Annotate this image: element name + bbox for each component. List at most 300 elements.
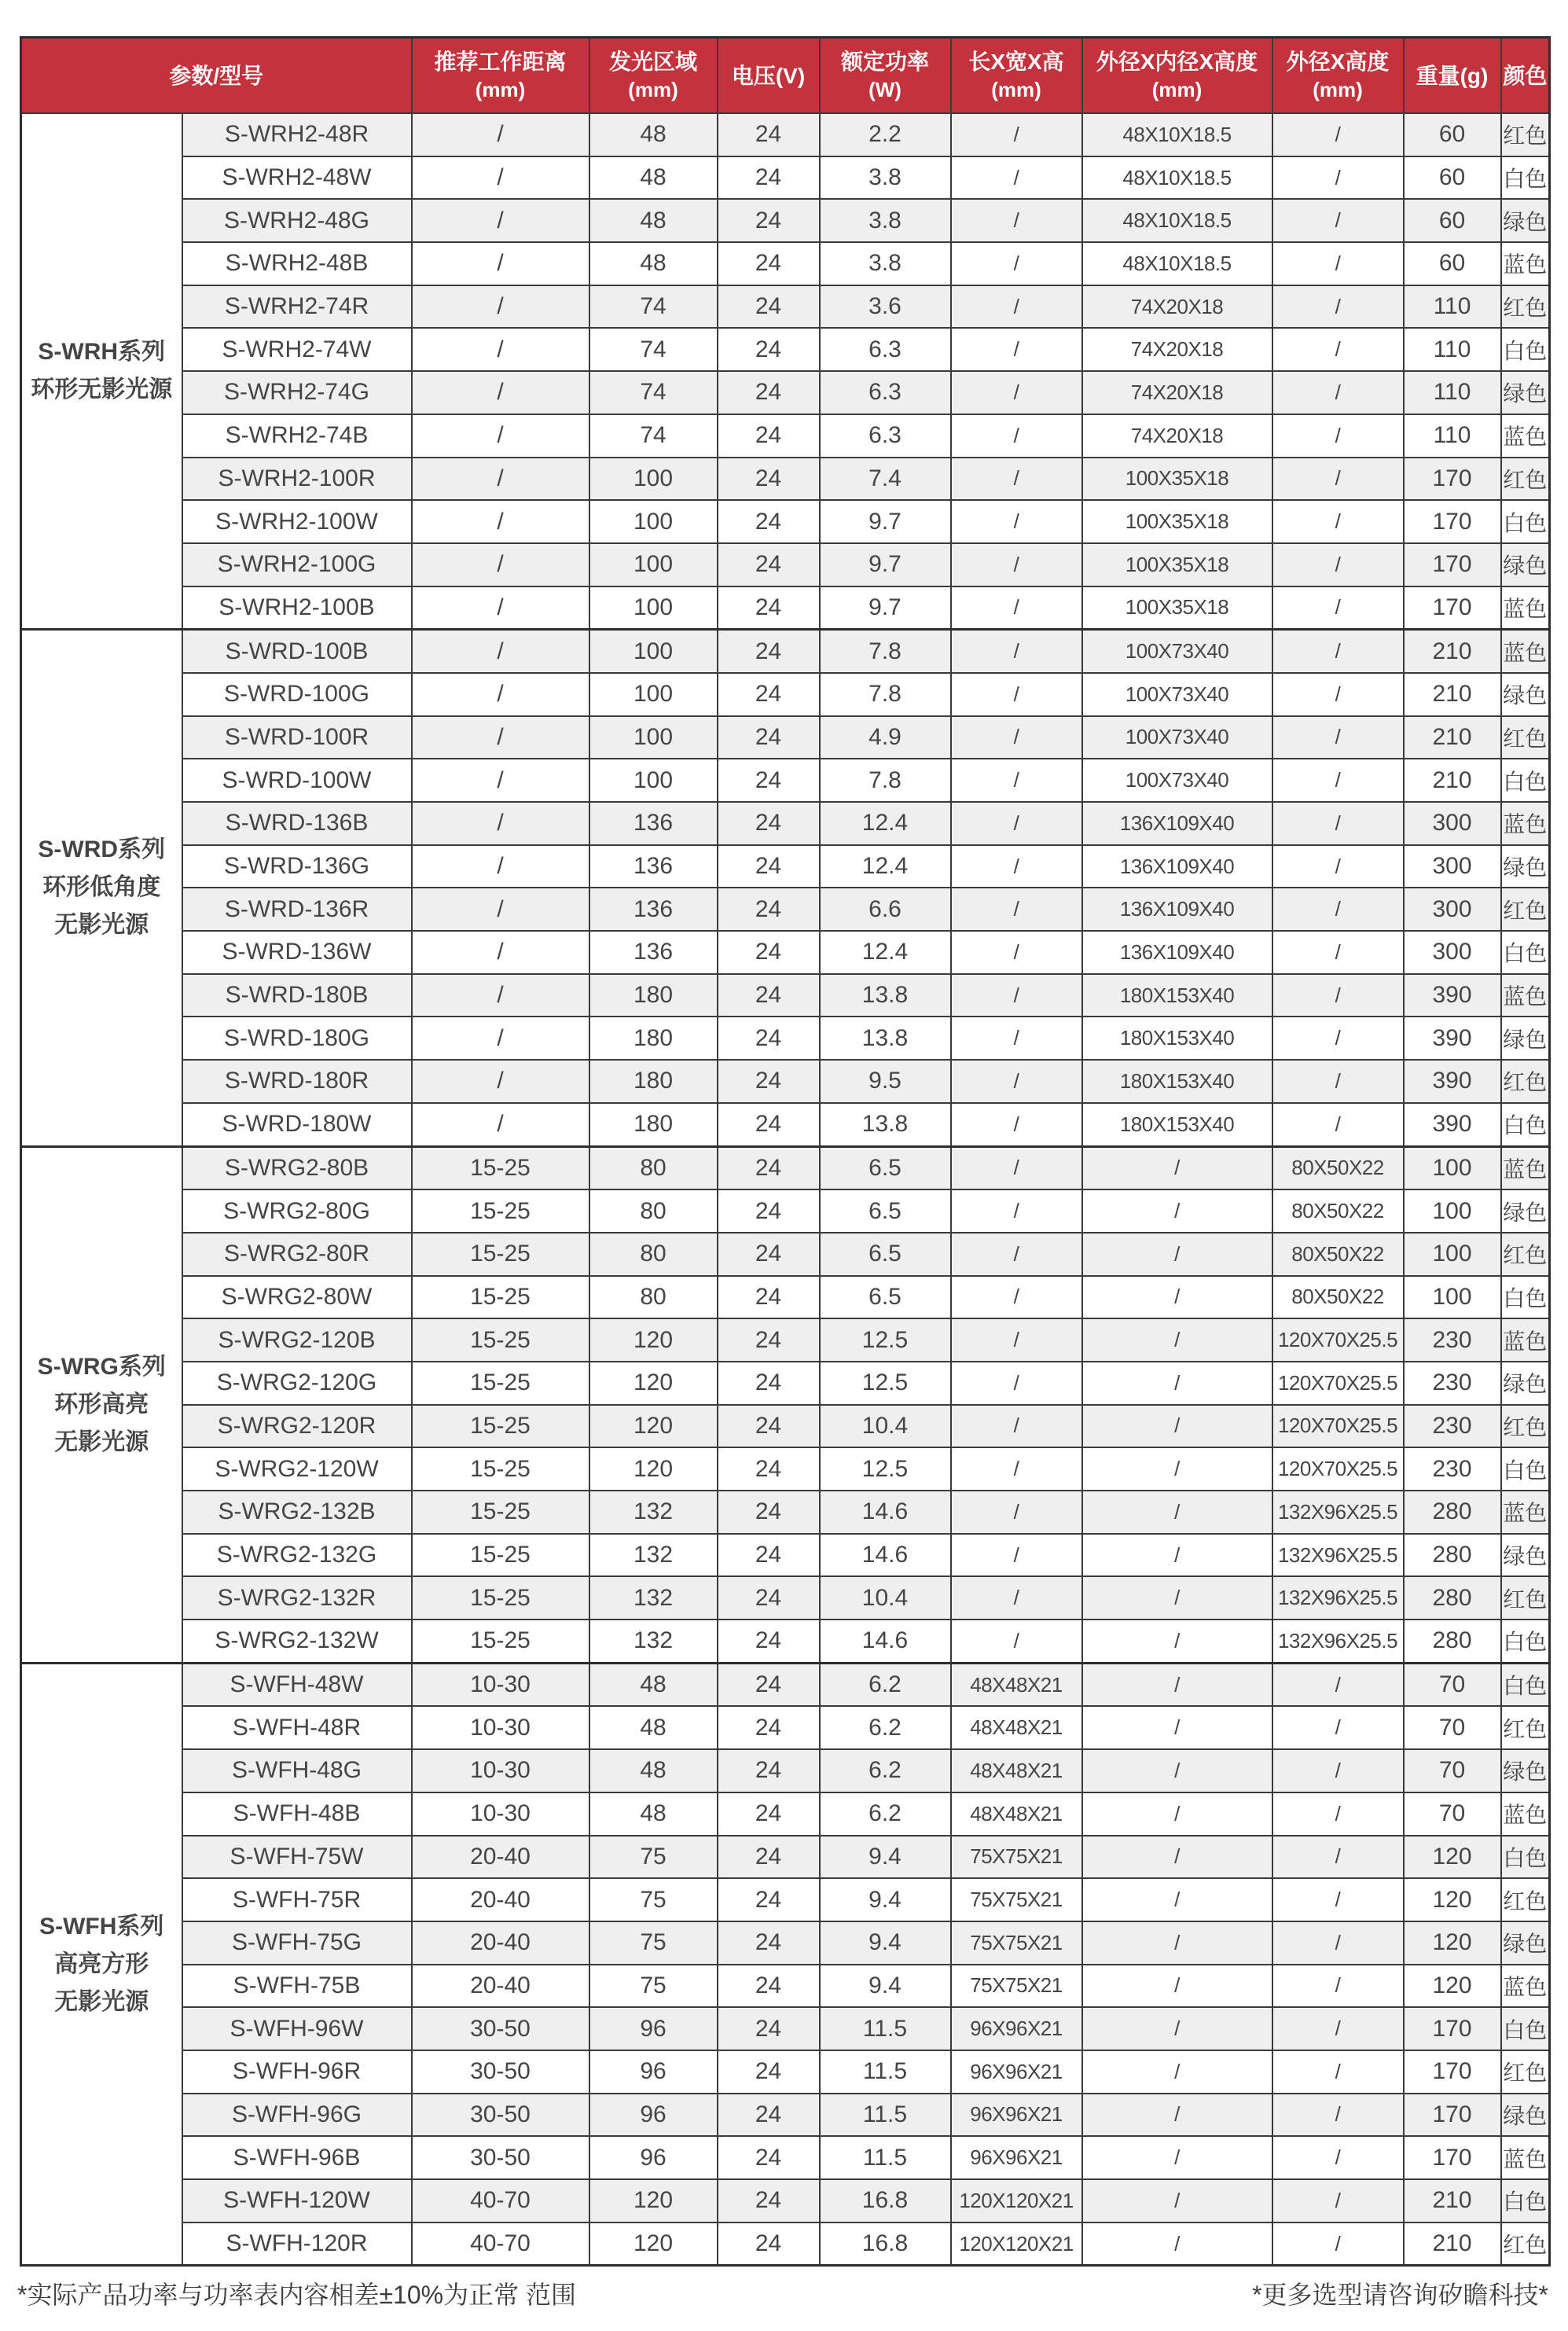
cell-model: S-WRD-100G: [182, 673, 412, 716]
cell-weight: 300: [1404, 845, 1501, 888]
cell-power: 9.7: [820, 500, 951, 543]
cell-voltage: 24: [718, 673, 820, 716]
cell-model: S-WFH-75R: [182, 1878, 412, 1921]
table-row: [21, 1276, 1550, 1319]
cell-area: 48: [589, 1706, 718, 1749]
cell-lwh: 48X48X21: [951, 1706, 1082, 1749]
table-row: [21, 802, 1550, 845]
cell-lwh: /: [951, 759, 1082, 802]
cell-area: 100: [589, 586, 718, 630]
cell-od-id-h: /: [1082, 1405, 1272, 1448]
cell-area: 48: [589, 1749, 718, 1792]
cell-color: 红色: [1501, 1233, 1550, 1276]
column-header-label: 重量(g): [1416, 63, 1489, 88]
cell-distance: 30-50: [412, 2050, 589, 2094]
cell-voltage: 24: [718, 1620, 820, 1663]
cell-od-h: /: [1272, 199, 1404, 242]
cell-color: 蓝色: [1501, 414, 1550, 458]
cell-od-id-h: 100X35X18: [1082, 543, 1272, 586]
cell-od-id-h: /: [1082, 1576, 1272, 1620]
cell-od-id-h: /: [1082, 1146, 1272, 1189]
cell-lwh: /: [951, 242, 1082, 285]
cell-weight: 110: [1404, 414, 1501, 458]
table-row: [21, 1706, 1550, 1749]
table-row: [21, 1447, 1550, 1491]
cell-weight: 60: [1404, 242, 1501, 285]
cell-lwh: 48X48X21: [951, 1792, 1082, 1836]
cell-distance: 10-30: [412, 1792, 589, 1836]
cell-distance: 15-25: [412, 1233, 589, 1276]
cell-weight: 280: [1404, 1491, 1501, 1534]
cell-voltage: 24: [718, 156, 820, 200]
cell-weight: 60: [1404, 113, 1501, 156]
cell-distance: /: [412, 673, 589, 716]
cell-area: 96: [589, 2050, 718, 2094]
cell-color: 绿色: [1501, 199, 1550, 242]
cell-distance: /: [412, 1103, 589, 1146]
table-row: [21, 845, 1550, 888]
cell-area: 100: [589, 500, 718, 543]
cell-weight: 120: [1404, 1836, 1501, 1879]
cell-voltage: 24: [718, 1146, 820, 1189]
cell-weight: 300: [1404, 888, 1501, 931]
cell-distance: /: [412, 371, 589, 414]
cell-weight: 170: [1404, 586, 1501, 630]
cell-od-id-h: 100X73X40: [1082, 630, 1272, 673]
table-row: [21, 328, 1550, 371]
cell-weight: 60: [1404, 156, 1501, 200]
cell-power: 13.8: [820, 1103, 951, 1146]
table-row: [21, 586, 1550, 630]
cell-voltage: 24: [718, 1878, 820, 1921]
cell-color: 蓝色: [1501, 1965, 1550, 2008]
cell-power: 11.5: [820, 2136, 951, 2179]
cell-model: S-WFH-96G: [182, 2094, 412, 2137]
cell-model: S-WRG2-132G: [182, 1534, 412, 1577]
cell-weight: 70: [1404, 1792, 1501, 1836]
cell-lwh: /: [951, 802, 1082, 845]
cell-color: 红色: [1501, 888, 1550, 931]
cell-area: 180: [589, 1017, 718, 1060]
cell-od-h: 80X50X22: [1272, 1276, 1404, 1319]
cell-voltage: 24: [718, 1189, 820, 1233]
table-row: [21, 1491, 1550, 1534]
cell-model: S-WFH-120W: [182, 2179, 412, 2223]
cell-power: 6.3: [820, 328, 951, 371]
cell-weight: 120: [1404, 1965, 1501, 2008]
cell-od-h: 80X50X22: [1272, 1146, 1404, 1189]
cell-area: 120: [589, 2179, 718, 2223]
cell-od-id-h: 136X109X40: [1082, 888, 1272, 931]
table-row: [21, 1405, 1550, 1448]
cell-weight: 120: [1404, 1921, 1501, 1965]
cell-color: 红色: [1501, 285, 1550, 329]
cell-power: 16.8: [820, 2223, 951, 2266]
cell-voltage: 24: [718, 242, 820, 285]
cell-od-h: /: [1272, 242, 1404, 285]
cell-lwh: 120X120X21: [951, 2179, 1082, 2223]
cell-color: 白色: [1501, 1836, 1550, 1879]
cell-weight: 100: [1404, 1233, 1501, 1276]
cell-area: 74: [589, 285, 718, 329]
cell-lwh: /: [951, 1576, 1082, 1620]
cell-lwh: /: [951, 1189, 1082, 1233]
cell-voltage: 24: [718, 630, 820, 673]
cell-distance: 20-40: [412, 1836, 589, 1879]
cell-lwh: /: [951, 113, 1082, 156]
series-label: S-WRD系列 环形低角度 无影光源: [21, 630, 182, 1146]
cell-color: 红色: [1501, 113, 1550, 156]
cell-od-h: /: [1272, 1965, 1404, 2008]
cell-color: 蓝色: [1501, 802, 1550, 845]
cell-model: S-WRD-136W: [182, 931, 412, 974]
cell-distance: /: [412, 759, 589, 802]
cell-area: 48: [589, 1792, 718, 1836]
cell-od-h: /: [1272, 156, 1404, 200]
cell-area: 120: [589, 1318, 718, 1362]
cell-od-h: 120X70X25.5: [1272, 1362, 1404, 1405]
cell-weight: 100: [1404, 1189, 1501, 1233]
table-row: [21, 716, 1550, 759]
cell-area: 120: [589, 1362, 718, 1405]
cell-od-h: /: [1272, 1836, 1404, 1879]
cell-power: 9.7: [820, 586, 951, 630]
cell-model: S-WFH-75B: [182, 1965, 412, 2008]
cell-voltage: 24: [718, 1663, 820, 1706]
cell-distance: 15-25: [412, 1146, 589, 1189]
cell-weight: 230: [1404, 1405, 1501, 1448]
cell-lwh: 75X75X21: [951, 1921, 1082, 1965]
cell-weight: 170: [1404, 2007, 1501, 2050]
cell-model: S-WRD-136B: [182, 802, 412, 845]
cell-lwh: 96X96X21: [951, 2050, 1082, 2094]
cell-color: 白色: [1501, 156, 1550, 200]
cell-lwh: /: [951, 199, 1082, 242]
column-header-voltage: [718, 38, 820, 114]
cell-color: 红色: [1501, 1706, 1550, 1749]
cell-od-id-h: /: [1082, 1836, 1272, 1879]
cell-color: 绿色: [1501, 1534, 1550, 1577]
table-row: [21, 2179, 1550, 2223]
cell-od-h: /: [1272, 285, 1404, 329]
cell-color: 白色: [1501, 500, 1550, 543]
cell-voltage: 24: [718, 1576, 820, 1620]
cell-weight: 280: [1404, 1620, 1501, 1663]
cell-color: 绿色: [1501, 1189, 1550, 1233]
cell-voltage: 24: [718, 1706, 820, 1749]
cell-od-h: /: [1272, 1792, 1404, 1836]
cell-weight: 100: [1404, 1146, 1501, 1189]
cell-power: 4.9: [820, 716, 951, 759]
cell-model: S-WRG2-120B: [182, 1318, 412, 1362]
cell-od-id-h: /: [1082, 1362, 1272, 1405]
cell-od-h: /: [1272, 2050, 1404, 2094]
cell-power: 3.8: [820, 156, 951, 200]
cell-voltage: 24: [718, 1965, 820, 2008]
cell-od-id-h: /: [1082, 1878, 1272, 1921]
spec-table: [20, 36, 1551, 2267]
cell-voltage: 24: [718, 113, 820, 156]
cell-voltage: 24: [718, 2007, 820, 2050]
cell-model: S-WRH2-100G: [182, 543, 412, 586]
table-row: [21, 2007, 1550, 2050]
cell-voltage: 24: [718, 2223, 820, 2266]
cell-model: S-WRH2-74G: [182, 371, 412, 414]
cell-weight: 70: [1404, 1706, 1501, 1749]
cell-distance: /: [412, 328, 589, 371]
table-row: [21, 156, 1550, 200]
cell-color: 绿色: [1501, 1362, 1550, 1405]
cell-model: S-WRD-100W: [182, 759, 412, 802]
cell-power: 12.5: [820, 1447, 951, 1491]
series-label: S-WFH系列 高亮方形 无影光源: [21, 1663, 182, 2266]
cell-lwh: 96X96X21: [951, 2094, 1082, 2137]
series-label: S-WRG系列 环形高亮 无影光源: [21, 1146, 182, 1663]
table-row: [21, 2094, 1550, 2137]
cell-voltage: 24: [718, 1405, 820, 1448]
cell-distance: 20-40: [412, 1921, 589, 1965]
cell-model: S-WRH2-74R: [182, 285, 412, 329]
table-row: [21, 1146, 1550, 1189]
cell-od-id-h: /: [1082, 1447, 1272, 1491]
cell-voltage: 24: [718, 974, 820, 1017]
cell-distance: 15-25: [412, 1447, 589, 1491]
cell-weight: 230: [1404, 1447, 1501, 1491]
cell-weight: 110: [1404, 371, 1501, 414]
cell-od-id-h: /: [1082, 2094, 1272, 2137]
cell-voltage: 24: [718, 1749, 820, 1792]
cell-area: 48: [589, 242, 718, 285]
cell-distance: /: [412, 543, 589, 586]
cell-od-h: /: [1272, 1878, 1404, 1921]
cell-od-id-h: /: [1082, 1792, 1272, 1836]
cell-lwh: /: [951, 630, 1082, 673]
cell-weight: 60: [1404, 199, 1501, 242]
cell-od-h: /: [1272, 1663, 1404, 1706]
column-header-weight: [1404, 38, 1501, 114]
cell-color: 红色: [1501, 1060, 1550, 1103]
cell-voltage: 24: [718, 2136, 820, 2179]
cell-area: 80: [589, 1276, 718, 1319]
cell-weight: 210: [1404, 2179, 1501, 2223]
cell-od-h: /: [1272, 2007, 1404, 2050]
cell-voltage: 24: [718, 1276, 820, 1319]
column-header-od-id-h: [1082, 38, 1272, 114]
cell-od-id-h: /: [1082, 1276, 1272, 1319]
cell-voltage: 24: [718, 458, 820, 501]
cell-lwh: 96X96X21: [951, 2007, 1082, 2050]
column-header-color: [1501, 38, 1550, 114]
cell-od-h: /: [1272, 845, 1404, 888]
cell-power: 12.4: [820, 931, 951, 974]
cell-color: 白色: [1501, 759, 1550, 802]
cell-distance: /: [412, 974, 589, 1017]
column-header-label: 外径X高度: [1286, 50, 1390, 75]
cell-weight: 170: [1404, 2136, 1501, 2179]
footnote-right: *更多选型请咨询矽瞻科技*: [1252, 2281, 1548, 2309]
column-header-power: [820, 38, 951, 114]
cell-power: 7.8: [820, 630, 951, 673]
cell-model: S-WRD-180R: [182, 1060, 412, 1103]
cell-color: 红色: [1501, 1576, 1550, 1620]
table-row: [21, 1576, 1550, 1620]
cell-area: 75: [589, 1836, 718, 1879]
table-row: [21, 242, 1550, 285]
cell-lwh: 48X48X21: [951, 1749, 1082, 1792]
cell-weight: 390: [1404, 1103, 1501, 1146]
cell-distance: /: [412, 113, 589, 156]
cell-color: 蓝色: [1501, 1146, 1550, 1189]
cell-area: 96: [589, 2136, 718, 2179]
cell-model: S-WFH-96R: [182, 2050, 412, 2094]
cell-voltage: 24: [718, 845, 820, 888]
cell-od-h: 80X50X22: [1272, 1189, 1404, 1233]
cell-od-h: /: [1272, 1103, 1404, 1146]
cell-od-id-h: /: [1082, 1189, 1272, 1233]
table-row: [21, 1792, 1550, 1836]
cell-od-h: 132X96X25.5: [1272, 1620, 1404, 1663]
column-header-area: [589, 38, 718, 114]
cell-color: 白色: [1501, 1103, 1550, 1146]
table-row: [21, 673, 1550, 716]
cell-color: 红色: [1501, 2050, 1550, 2094]
cell-area: 136: [589, 845, 718, 888]
cell-distance: 15-25: [412, 1276, 589, 1319]
cell-color: 绿色: [1501, 371, 1550, 414]
column-header-params: [21, 38, 412, 114]
cell-weight: 70: [1404, 1663, 1501, 1706]
cell-weight: 170: [1404, 458, 1501, 501]
cell-power: 6.5: [820, 1233, 951, 1276]
cell-power: 6.5: [820, 1146, 951, 1189]
cell-lwh: /: [951, 845, 1082, 888]
cell-od-h: /: [1272, 630, 1404, 673]
cell-power: 3.6: [820, 285, 951, 329]
cell-color: 白色: [1501, 1447, 1550, 1491]
cell-area: 120: [589, 1405, 718, 1448]
column-header-label: 颜色: [1503, 63, 1548, 88]
cell-area: 80: [589, 1233, 718, 1276]
column-header-od-h: [1272, 38, 1404, 114]
cell-od-h: 120X70X25.5: [1272, 1447, 1404, 1491]
cell-area: 48: [589, 199, 718, 242]
cell-power: 9.4: [820, 1921, 951, 1965]
cell-od-h: 132X96X25.5: [1272, 1534, 1404, 1577]
cell-model: S-WRH2-48W: [182, 156, 412, 200]
cell-lwh: /: [951, 1276, 1082, 1319]
cell-model: S-WFH-120R: [182, 2223, 412, 2266]
cell-weight: 300: [1404, 802, 1501, 845]
cell-power: 7.8: [820, 673, 951, 716]
cell-power: 6.2: [820, 1792, 951, 1836]
table-row: [21, 1878, 1550, 1921]
cell-weight: 110: [1404, 328, 1501, 371]
cell-color: 绿色: [1501, 1749, 1550, 1792]
cell-distance: /: [412, 199, 589, 242]
cell-area: 74: [589, 414, 718, 458]
cell-lwh: /: [951, 328, 1082, 371]
cell-color: 红色: [1501, 1878, 1550, 1921]
cell-voltage: 24: [718, 1060, 820, 1103]
column-header-lwh: [951, 38, 1082, 114]
cell-distance: /: [412, 1060, 589, 1103]
cell-distance: /: [412, 242, 589, 285]
cell-power: 6.2: [820, 1706, 951, 1749]
cell-lwh: /: [951, 1233, 1082, 1276]
cell-weight: 70: [1404, 1749, 1501, 1792]
cell-od-h: /: [1272, 1060, 1404, 1103]
column-header-label: 长X宽X高: [968, 50, 1064, 75]
cell-power: 14.6: [820, 1620, 951, 1663]
cell-od-id-h: 48X10X18.5: [1082, 113, 1272, 156]
cell-model: S-WFH-48R: [182, 1706, 412, 1749]
cell-od-id-h: /: [1082, 2223, 1272, 2266]
column-header-label: 发光区域: [608, 50, 697, 75]
cell-od-id-h: /: [1082, 1318, 1272, 1362]
cell-color: 白色: [1501, 2007, 1550, 2050]
cell-area: 132: [589, 1491, 718, 1534]
cell-voltage: 24: [718, 285, 820, 329]
table-row: [21, 285, 1550, 329]
cell-lwh: /: [951, 1405, 1082, 1448]
cell-voltage: 24: [718, 2050, 820, 2094]
cell-area: 80: [589, 1189, 718, 1233]
cell-color: 绿色: [1501, 1017, 1550, 1060]
cell-distance: /: [412, 888, 589, 931]
cell-model: S-WRD-180G: [182, 1017, 412, 1060]
cell-voltage: 24: [718, 1534, 820, 1577]
cell-distance: 30-50: [412, 2094, 589, 2137]
cell-power: 10.4: [820, 1405, 951, 1448]
cell-power: 7.8: [820, 759, 951, 802]
cell-distance: /: [412, 414, 589, 458]
cell-lwh: /: [951, 371, 1082, 414]
cell-color: 蓝色: [1501, 974, 1550, 1017]
cell-od-id-h: 74X20X18: [1082, 328, 1272, 371]
table-row: [21, 1233, 1550, 1276]
cell-lwh: /: [951, 1103, 1082, 1146]
cell-power: 9.5: [820, 1060, 951, 1103]
cell-od-id-h: 100X73X40: [1082, 673, 1272, 716]
cell-voltage: 24: [718, 371, 820, 414]
cell-lwh: /: [951, 414, 1082, 458]
cell-voltage: 24: [718, 1017, 820, 1060]
series-label: S-WRH系列 环形无影光源: [21, 113, 182, 630]
column-header-unit: (mm): [475, 78, 526, 102]
cell-voltage: 24: [718, 1921, 820, 1965]
cell-od-id-h: /: [1082, 1491, 1272, 1534]
cell-power: 11.5: [820, 2007, 951, 2050]
table-row: [21, 2223, 1550, 2266]
cell-weight: 110: [1404, 285, 1501, 329]
cell-area: 180: [589, 1060, 718, 1103]
cell-power: 11.5: [820, 2050, 951, 2094]
cell-color: 白色: [1501, 1620, 1550, 1663]
cell-color: 白色: [1501, 328, 1550, 371]
table-row: [21, 974, 1550, 1017]
cell-color: 蓝色: [1501, 2136, 1550, 2179]
cell-model: S-WFH-75G: [182, 1921, 412, 1965]
column-header-unit: (mm): [1151, 78, 1203, 102]
cell-od-h: /: [1272, 673, 1404, 716]
cell-distance: 30-50: [412, 2136, 589, 2179]
cell-distance: 15-25: [412, 1620, 589, 1663]
cell-power: 9.4: [820, 1878, 951, 1921]
column-header-label: 额定功率: [840, 50, 929, 75]
cell-color: 红色: [1501, 2223, 1550, 2266]
cell-distance: /: [412, 1017, 589, 1060]
table-row: [21, 1749, 1550, 1792]
